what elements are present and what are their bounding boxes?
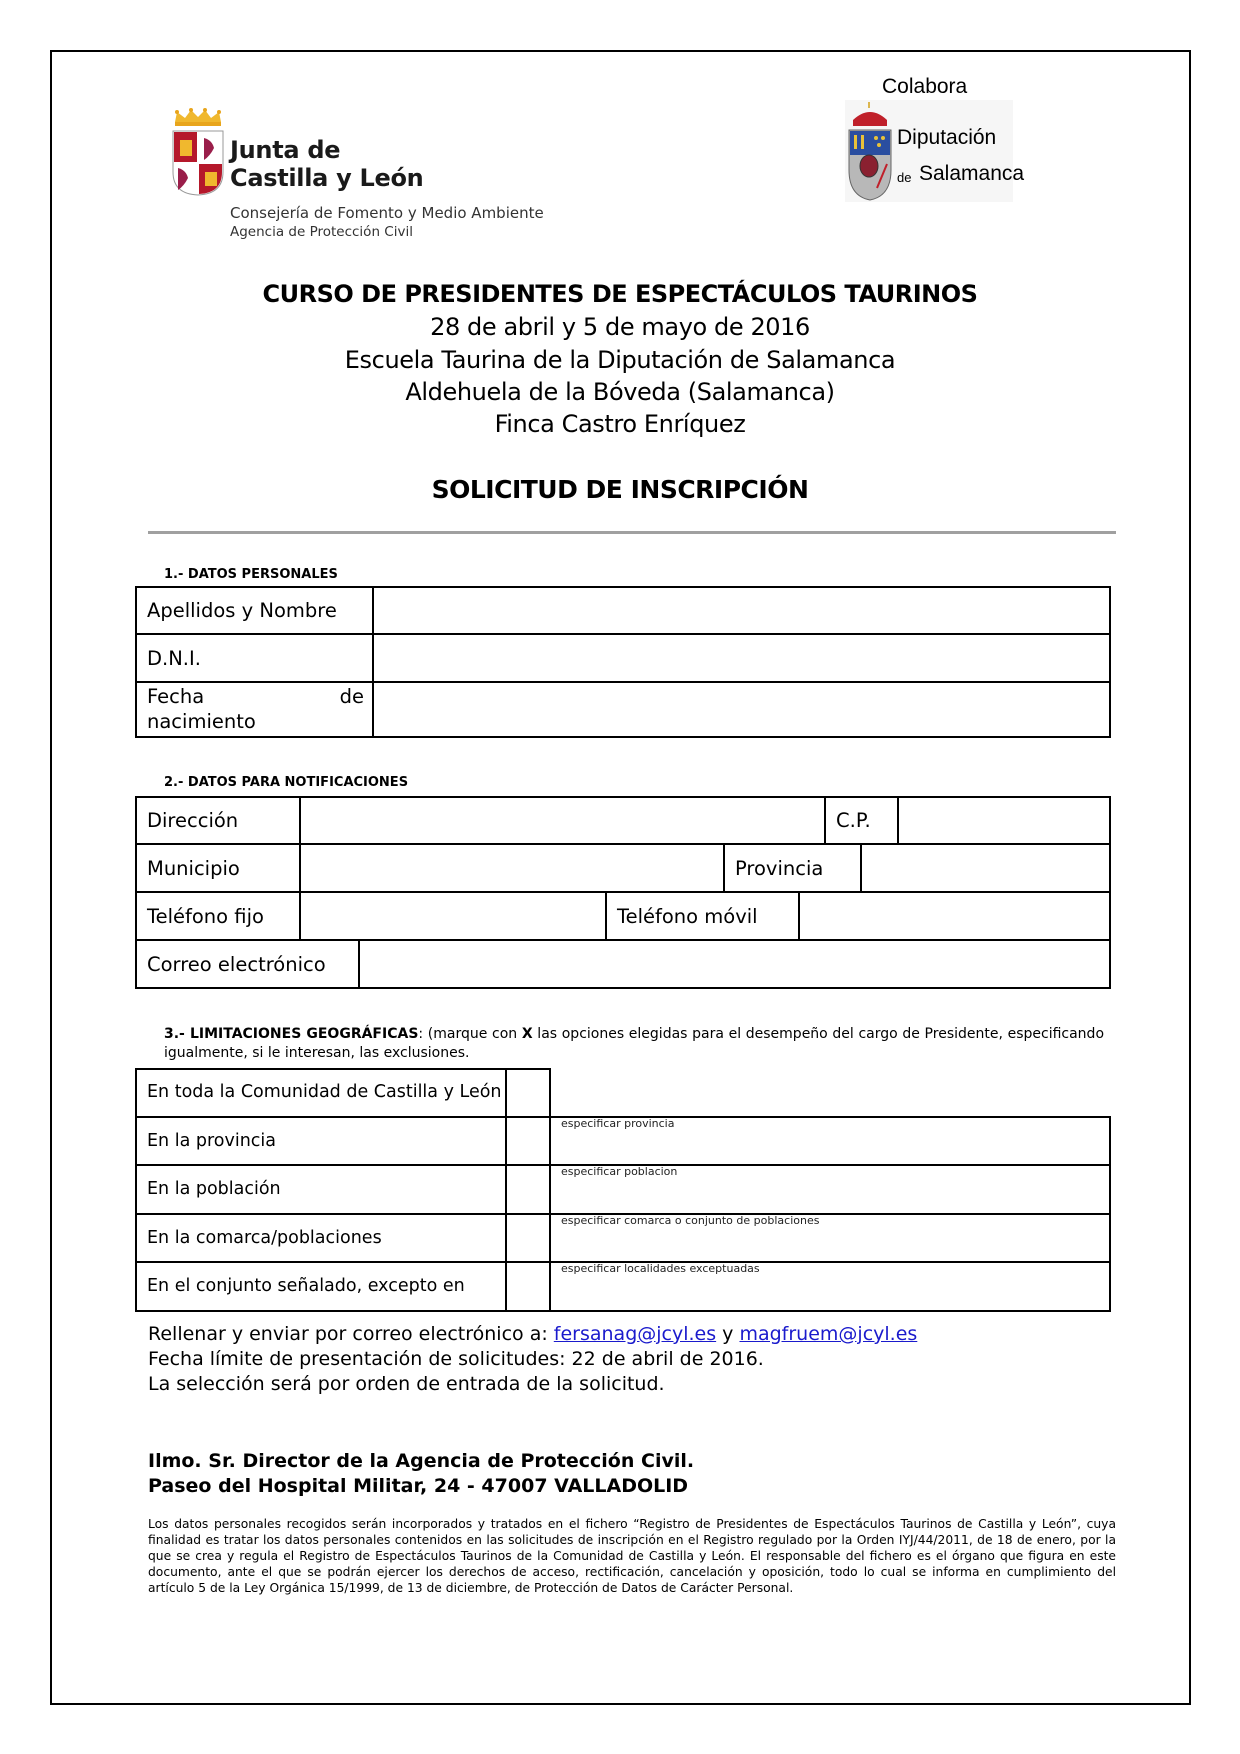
notification-data-table (135, 796, 1111, 989)
option-checkbox-comarca[interactable] (507, 1215, 549, 1261)
send-join: y (716, 1323, 740, 1345)
castilla-leon-shield-icon (172, 130, 224, 196)
section3-heading-x: X (521, 1026, 533, 1042)
divider-rule (148, 531, 1116, 534)
label-dni (137, 635, 374, 683)
label-text: de (339, 685, 364, 708)
option-label: En toda la Comunidad de Castilla y León (147, 1082, 502, 1102)
fecha-nacimiento-field[interactable] (374, 683, 1111, 736)
section3-heading-bold: 3.- LIMITACIONES GEOGRÁFICAS (164, 1026, 419, 1042)
form-title: SOLICITUD DE INSCRIPCIÓN (431, 475, 809, 504)
jcyl-agency: Agencia de Protección Civil (230, 224, 413, 240)
crown-icon (172, 108, 224, 126)
course-title: CURSO DE PRESIDENTES DE ESPECTÁCULOS TAURINOS (262, 280, 978, 308)
option-label: En el conjunto señalado, excepto en (147, 1276, 465, 1296)
label-text: Provincia (735, 856, 824, 880)
telefono-fijo-field[interactable] (301, 893, 607, 941)
option-label: En la población (147, 1179, 281, 1199)
label-text: Teléfono fijo (147, 904, 264, 928)
option-checkbox-excepto[interactable] (507, 1263, 549, 1310)
option-hint: especificar provincia (561, 1117, 675, 1130)
section3-heading (164, 1025, 1104, 1063)
course-school: Escuela Taurina de la Diputación de Salamanca (344, 346, 896, 374)
option-label: En la provincia (147, 1131, 277, 1151)
option-detail-comunidad (551, 1070, 1109, 1116)
section2-heading: 2.- DATOS PARA NOTIFICACIONES (164, 775, 409, 790)
label-text: C.P. (836, 809, 871, 832)
course-venue: Finca Castro Enríquez (494, 410, 746, 438)
course-location: Aldehuela de la Bóveda (Salamanca) (405, 378, 835, 406)
municipio-field[interactable] (301, 845, 725, 893)
label-text: Fecha (147, 685, 205, 708)
cp-field[interactable] (899, 798, 1111, 845)
direccion-field[interactable] (301, 798, 826, 845)
provincia-field[interactable] (862, 845, 1111, 893)
jcyl-name-line2: Castilla y León (230, 164, 424, 192)
label-provincia (725, 845, 862, 893)
selection-text: La selección será por orden de entrada de la solicitud. (148, 1373, 665, 1395)
recipient-address: Paseo del Hospital Militar, 24 - 47007 VALLADOLID (148, 1475, 689, 1497)
email-link-magfruem[interactable]: magfruem@jcyl.es (739, 1323, 918, 1345)
jcyl-department: Consejería de Fomento y Medio Ambiente (230, 204, 544, 222)
option-checkbox-poblacion[interactable] (507, 1166, 549, 1213)
geographic-limitations-table (135, 1068, 1111, 1312)
label-telefono-movil (607, 893, 800, 941)
telefono-movil-field[interactable] (800, 893, 1111, 941)
personal-data-table (135, 586, 1111, 738)
label-direccion (137, 798, 301, 845)
legal-notice: Los datos personales recogidos serán incorporados y tratados en el fichero “Registro de Presidentes de Espectáculos Taurinos de Castilla y León”, cuya finalidad es tratar los datos personales contenidos en las solicitudes de inscripción en el Registro regulado por la Orden IYJ/44/2011, de 18 de enero, por la que se crea y regula el Registro de Espectáculos Taurinos de la Comunidad de Castilla y León. El responsable del fichero es el órgano que figura en este documento, ante el que se podrán ejercer los derechos de acceso, rectificación, cancelación y oposición, todo lo cual se informa en cumplimiento del artículo 5 de la Ley Orgánica 15/1999, de 13 de diciembre, de Protección de Datos de Carácter Personal. (148, 1517, 1116, 1595)
label-cp (826, 798, 899, 845)
label-telefono-fijo (137, 893, 301, 941)
option-hint: especificar localidades exceptuadas (561, 1262, 760, 1275)
label-text: nacimiento (147, 710, 256, 733)
option-detail-excepto[interactable] (551, 1263, 1109, 1310)
option-detail-comarca[interactable] (551, 1215, 1109, 1261)
section1-heading: 1.- DATOS PERSONALES (164, 567, 338, 582)
correo-field[interactable] (360, 941, 1111, 987)
option-checkbox-comunidad[interactable] (507, 1070, 549, 1116)
option-hint: especificar comarca o conjunto de poblaciones (561, 1214, 820, 1227)
email-link-fersanag[interactable]: fersanag@jcyl.es (553, 1323, 717, 1345)
table-line (135, 1310, 1111, 1312)
section3-heading-text: : (marque con (418, 1026, 522, 1042)
send-prefix: Rellenar y enviar por correo electrónico a: (148, 1323, 554, 1345)
recipient-title: Ilmo. Sr. Director de la Agencia de Protección Civil. (148, 1450, 695, 1472)
label-apellidos-nombre (137, 588, 374, 635)
apellidos-nombre-field[interactable] (374, 588, 1111, 635)
diputacion-name-prefix: de (897, 170, 912, 185)
label-text: Teléfono móvil (617, 904, 758, 928)
diputacion-logo (845, 100, 1025, 202)
label-correo (137, 941, 360, 987)
option-checkbox-provincia[interactable] (507, 1118, 549, 1164)
dni-field[interactable] (374, 635, 1111, 683)
course-dates: 28 de abril y 5 de mayo de 2016 (430, 313, 810, 341)
label-text: D.N.I. (147, 646, 201, 670)
label-text: Municipio (147, 856, 240, 880)
label-text: Apellidos y Nombre (147, 599, 337, 622)
label-text: Dirección (147, 809, 239, 832)
option-label: En la comarca/poblaciones (147, 1228, 382, 1248)
option-detail-provincia[interactable] (551, 1118, 1109, 1164)
diputacion-name-line1: Diputación (897, 126, 997, 149)
jcyl-name-line1: Junta de (230, 136, 341, 164)
colabora-label: Colabora (882, 75, 968, 98)
table-line (135, 1068, 550, 1070)
send-instructions (148, 1323, 917, 1345)
label-municipio (137, 845, 301, 893)
diputacion-shield-icon (845, 100, 895, 202)
label-fecha-nacimiento (137, 683, 374, 736)
jcyl-logo (172, 108, 592, 248)
table-line (1109, 1116, 1111, 1312)
section3-heading-tail: las opciones elegidas para el desempeño del cargo de Presidente, especificando igualmente, si le interesan, las exclusiones. (164, 1026, 1105, 1061)
deadline-text: Fecha límite de presentación de solicitudes: 22 de abril de 2016. (148, 1348, 764, 1370)
option-detail-poblacion[interactable] (551, 1166, 1109, 1213)
table-line (135, 1068, 137, 1312)
diputacion-name-line2: Salamanca (919, 162, 1025, 185)
jcyl-name (230, 136, 423, 192)
option-hint: especificar poblacion (561, 1165, 678, 1178)
label-text: Correo electrónico (147, 952, 326, 976)
